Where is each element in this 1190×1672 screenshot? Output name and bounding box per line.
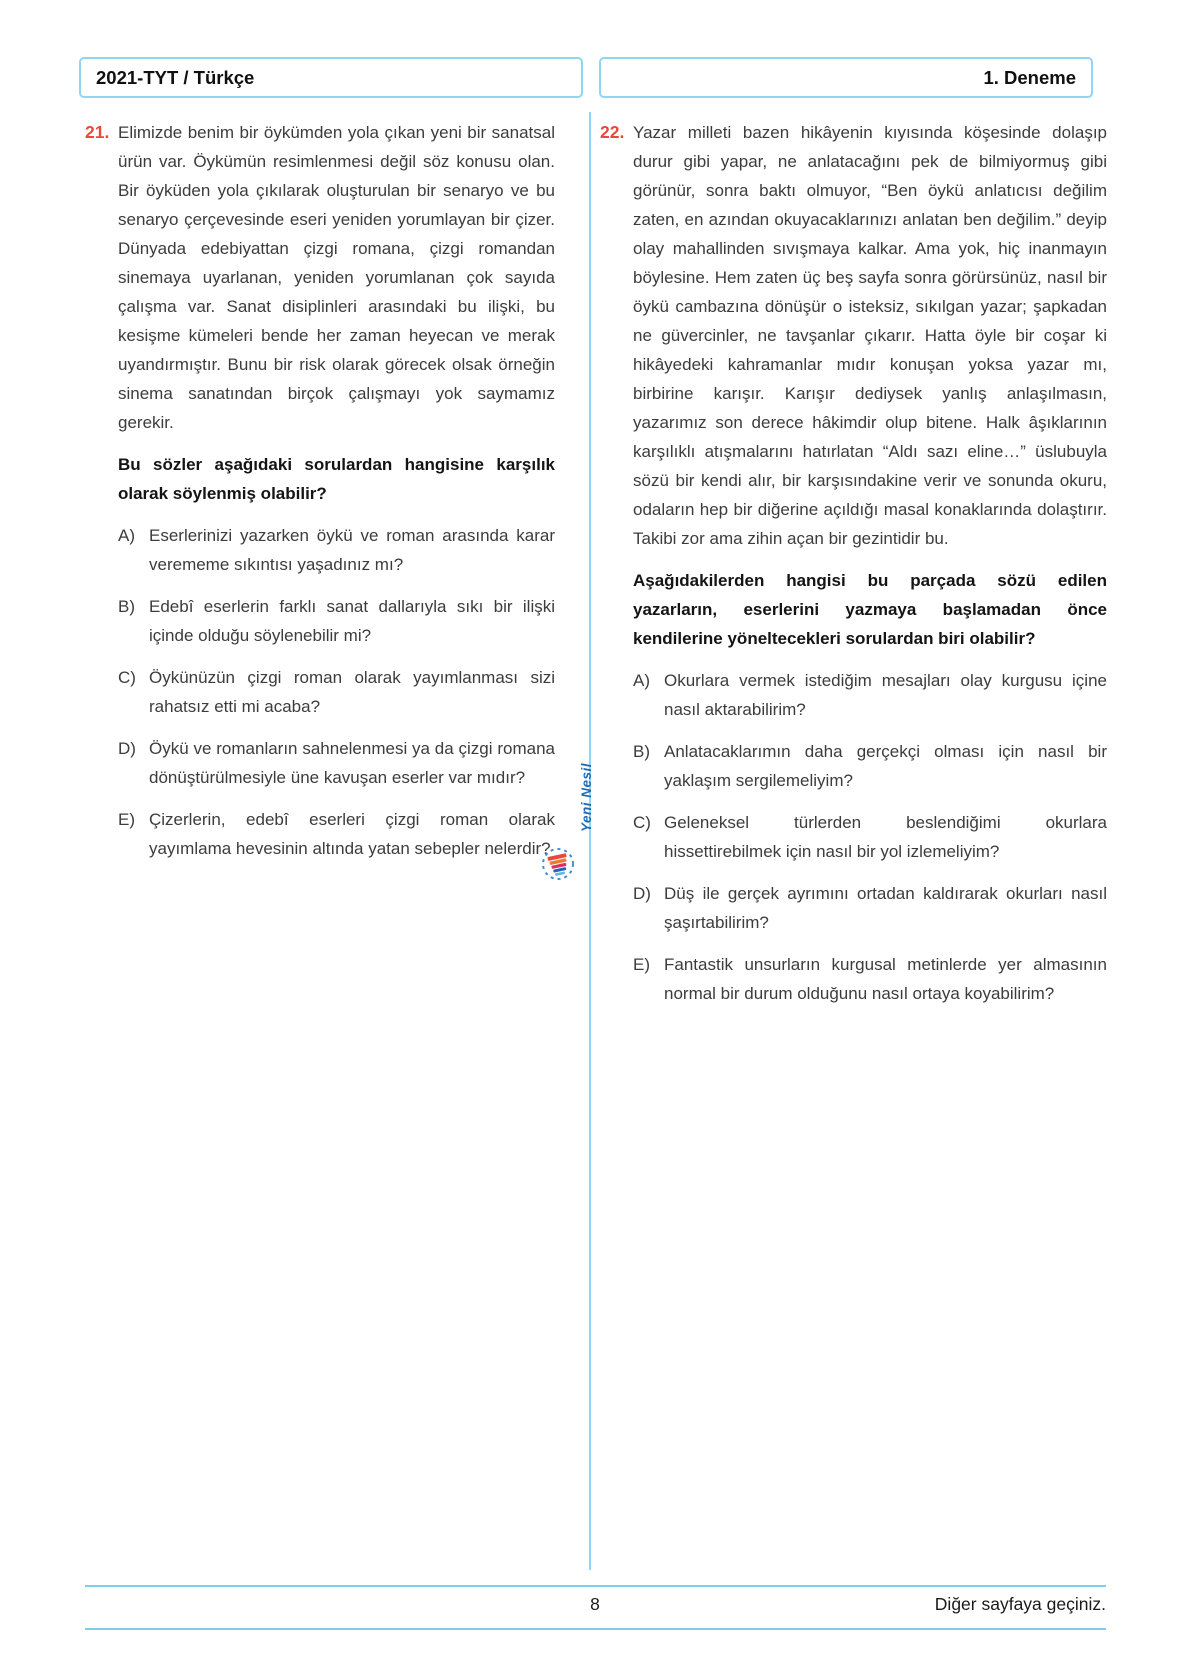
option-text: Düş ile gerçek ayrımını ortadan kaldırarak okurları nasıl şaşırtabilirim? [664,884,1107,932]
question-body [633,118,1107,1008]
question-body [118,118,555,863]
option-label: A) [633,671,650,690]
answer-option-a [633,666,1107,724]
question-passage: Yazar milleti bazen hikâyenin kıyısında köşesinde dolaşıp durur gibi yapar, ne anlatacağını pek de bilmiyormuş gibi görünür, sonra baktı olmuyor, “Ben öykü anlatıcısı değilim zaten, en azından okuyacaklarınızı anlatan ben değilim.” deyip olay mahallinden sıvışmaya kalkar. Ama yok, hiç inanmayın böylesine. Hem zaten üç beş sayfa sonra görürsünüz, nasıl bir öykü cambazına dönüşür o isteksiz, sıkılgan yazar; şapkadan ne güvercinler, ne tavşanlar çıkarır. Hatta öyle bir coşar ki hikâyedeki kahramanlar mıdır konuşan yoksa yazar mı, birbirine karışır. Karışır dediysek yanlış anlaşılmasın, yazarımız son derece hâkimdir olup bitene. Halk âşıklarının karşılıklı atışmalarını hatırlatan “Aldı sazı eline…” üslubuyla sözü bir kendi alır, bir karşısındakine verir ve sonunda okuru, odaların hep bir diğerine açıldığı masal konaklarında dolaştırır. Takibi zor ama zihin açan bir gezintidir bu. [633,123,1107,548]
option-text: Anlatacaklarımın daha gerçekçi olması için nasıl bir yaklaşım sergilemeliyim? [664,742,1107,790]
option-label: D) [633,884,651,903]
question-number: 22. [600,122,625,142]
header-exam-box [599,57,1093,98]
option-label: B) [118,597,135,616]
option-text: Öykü ve romanların sahnelenmesi ya da çizgi romana dönüştürülmesiyle üne kavuşan eserler var mıdır? [149,739,555,787]
option-label: A) [118,526,135,545]
option-label: D) [118,739,136,758]
answer-option-b [633,737,1107,795]
next-page-instruction: Diğer sayfaya geçiniz. [934,1594,1106,1614]
answer-option-d [633,879,1107,937]
publisher-logo [538,748,592,888]
option-text: Edebî eserlerin farklı sanat dallarıyla sıkı bir ilişki içinde olduğu söylenebilir mi? [149,597,555,645]
answer-options [633,666,1107,1008]
answer-options [118,521,555,863]
question-22 [600,118,1107,1008]
header-course-box [79,57,583,98]
option-text: Çizerlerin, edebî eserleri çizgi roman olarak yayımlama hevesinin altında yatan sebepler nelerdir? [149,810,555,858]
yeni-nesil-logo-icon [540,846,576,882]
question-number: 21. [85,122,110,142]
exam-name: 1. Deneme [983,66,1076,88]
course-title: 2021-TYT / Türkçe [96,66,255,88]
question-21 [85,118,555,863]
option-text: Okurlara vermek istediğim mesajları olay kurgusu içine nasıl aktarabilirim? [664,671,1107,719]
answer-option-c [118,663,555,721]
option-text: Fantastik unsurların kurgusal metinlerde yer almasının normal bir durum olduğunu nasıl ortaya koyabilirim? [664,955,1107,1003]
option-text: Geleneksel türlerden beslendiğimi okurlara hissettirebilmek için nasıl bir yol izlemeliyim? [664,813,1107,861]
answer-option-e [633,950,1107,1008]
option-label: E) [633,955,650,974]
option-text: Eserlerinizi yazarken öykü ve roman arasında karar verememe sıkıntısı yaşadınız mı? [149,526,555,574]
answer-option-e [118,805,555,863]
answer-option-a [118,521,555,579]
footer-separator-line-top [85,1585,1106,1587]
answer-option-d [118,734,555,792]
question-stem: Bu sözler aşağıdaki sorulardan hangisine karşılık olarak söylenmiş olabilir? [118,455,555,503]
question-stem: Aşağıdakilerden hangisi bu parçada sözü edilen yazarların, eserlerini yazmaya başlamadan önce kendilerine yöneltecekleri sorulardan biri olabilir? [633,571,1107,648]
option-label: C) [633,813,651,832]
option-label: E) [118,810,135,829]
page-number: 8 [590,1594,600,1614]
publisher-logo-text: Yeni Nesil [579,762,594,832]
answer-option-b [118,592,555,650]
option-text: Öykünüzün çizgi roman olarak yayımlanması sizi rahatsız etti mi acaba? [149,668,555,716]
footer-separator-line-bottom [85,1628,1106,1630]
answer-option-c [633,808,1107,866]
option-label: B) [633,742,650,761]
option-label: C) [118,668,136,687]
question-passage: Elimizde benim bir öykümden yola çıkan yeni bir sanatsal ürün var. Öykümün resimlenmesi değil söz konusu olan. Bir öyküden yola çıkılarak oluşturulan bir senaryo ve bu senaryo çerçevesinde eseri yeniden yorumlayan bir çizer. Dünyada edebiyattan çizgi romana, çizgi romandan sinemaya uyarlanan, yeniden yorumlanan çok sayıda çalışma var. Sanat disiplinleri arasındaki bu ilişki, bu kesişme kümeleri bende her zaman heyecan ve merak uyandırmıştır. Bunu bir risk olarak görecek olsak örneğin sinema sanatından birçok çalışmayı yok saymamız gerekir. [118,123,555,432]
